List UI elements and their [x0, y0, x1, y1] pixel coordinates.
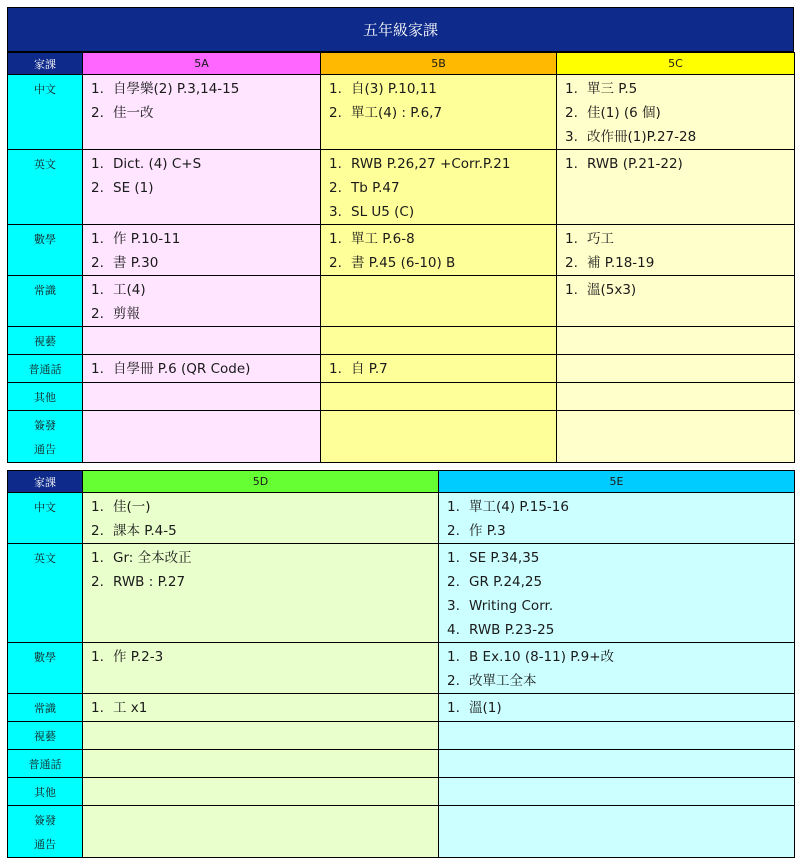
homework-cell-5a [83, 327, 321, 355]
header-label: 家課 [8, 471, 83, 493]
item-number: 1. [447, 550, 460, 566]
homework-item [565, 278, 794, 302]
item-number: 2. [565, 255, 578, 271]
homework-item [91, 546, 438, 570]
homework-cell-5e [439, 778, 795, 806]
item-number: 1. [329, 156, 342, 172]
homework-item [447, 594, 794, 618]
homework-item [447, 669, 794, 693]
item-number: 2. [91, 255, 104, 271]
item-text: 剪報 [113, 306, 140, 322]
homework-item [91, 77, 320, 101]
subject-putonghua [8, 355, 83, 383]
subject-label: 數學 [34, 651, 56, 664]
subject-label: 視藝 [34, 335, 56, 348]
homework-cell-5b [321, 355, 557, 383]
item-text: 溫(1) [469, 700, 502, 716]
item-text: 作 P.2-3 [113, 649, 164, 665]
item-text: 單工 P.6-8 [351, 231, 415, 247]
subject-label: 其他 [34, 786, 56, 799]
item-text: Gr: 全本改正 [113, 550, 192, 566]
homework-cell-5c [557, 355, 795, 383]
subject-putonghua [8, 750, 83, 778]
item-number: 2. [447, 574, 460, 590]
item-number: 2. [447, 523, 460, 539]
item-number: 1. [91, 282, 104, 298]
subject-general-studies [8, 276, 83, 327]
homework-item [91, 519, 438, 543]
subject-chinese [8, 75, 83, 150]
item-number: 2. [329, 255, 342, 271]
homework-list [439, 643, 794, 693]
item-text: 單三 P.5 [587, 81, 638, 97]
homework-item [91, 251, 320, 275]
homework-cell-5c [557, 225, 795, 276]
item-number: 1. [91, 700, 104, 716]
homework-cell-5b [321, 150, 557, 225]
homework-cell-5e [439, 643, 795, 694]
homework-cell-5a [83, 225, 321, 276]
item-text: 自 P.7 [351, 361, 388, 377]
homework-cell-5c [557, 276, 795, 327]
homework-item [447, 495, 794, 519]
item-number: 1. [565, 282, 578, 298]
item-number: 4. [447, 622, 460, 638]
item-number: 1. [565, 231, 578, 247]
subject-label: 常識 [34, 702, 56, 715]
subject-label: 其他 [34, 391, 56, 404]
homework-list [321, 75, 556, 125]
item-number: 3. [565, 129, 578, 145]
subject-label: 簽發通告 [34, 419, 56, 456]
homework-item [91, 101, 320, 125]
item-text: 佳(一) [113, 499, 151, 515]
subject-visual-arts [8, 327, 83, 355]
homework-cell-5c [557, 411, 795, 463]
item-number: 1. [91, 156, 104, 172]
item-text: 自(3) P.10,11 [351, 81, 437, 97]
homework-item [91, 302, 320, 326]
subject-label: 普通話 [28, 363, 62, 376]
item-text: 課本 P.4-5 [113, 523, 177, 539]
homework-cell-5e [439, 694, 795, 722]
subject-label: 普通話 [28, 758, 62, 771]
homework-item [565, 152, 794, 176]
subject-label: 常識 [34, 284, 56, 297]
class-header-5d: 5D [83, 471, 439, 493]
homework-item [329, 200, 556, 224]
homework-list [439, 544, 794, 642]
homework-cell-5d [83, 544, 439, 643]
homework-cell-5b [321, 276, 557, 327]
item-text: 巧工 [587, 231, 614, 247]
item-number: 1. [91, 81, 104, 97]
subject-english [8, 150, 83, 225]
item-text: Writing Corr. [469, 598, 554, 614]
subject-label: 英文 [34, 158, 56, 171]
homework-list [83, 225, 320, 275]
homework-list [83, 150, 320, 200]
item-text: 單工(4) P.15-16 [469, 499, 569, 515]
homework-item [329, 176, 556, 200]
homework-cell-5e [439, 493, 795, 544]
item-text: Tb P.47 [351, 180, 400, 196]
homework-item [447, 696, 794, 720]
homework-cell-5b [321, 383, 557, 411]
homework-item [565, 77, 794, 101]
homework-cell-5d [83, 493, 439, 544]
item-text: RWB (P.21-22) [587, 156, 683, 172]
homework-item [91, 357, 320, 381]
homework-cell-5b [321, 225, 557, 276]
homework-cell-5a [83, 150, 321, 225]
item-text: B Ex.10 (8-11) P.9+改 [469, 649, 615, 665]
subject-label: 中文 [34, 501, 56, 514]
homework-cell-5e [439, 750, 795, 778]
item-number: 1. [447, 700, 460, 716]
subject-general-studies [8, 694, 83, 722]
homework-item [447, 519, 794, 543]
item-number: 3. [329, 204, 342, 220]
item-number: 1. [565, 81, 578, 97]
item-text: 自學冊 P.6 (QR Code) [113, 361, 251, 377]
homework-cell-5a [83, 75, 321, 150]
item-number: 2. [91, 180, 104, 196]
homework-item [91, 696, 438, 720]
homework-list [321, 225, 556, 275]
homework-list [83, 355, 320, 381]
item-number: 1. [91, 550, 104, 566]
item-number: 3. [447, 598, 460, 614]
class-header-5e: 5E [439, 471, 795, 493]
item-text: 自學樂(2) P.3,14-15 [113, 81, 240, 97]
homework-list [557, 75, 794, 149]
homework-list [83, 276, 320, 326]
item-number: 1. [329, 81, 342, 97]
item-number: 1. [91, 649, 104, 665]
class-header-5c: 5C [557, 53, 795, 75]
homework-cell-5a [83, 276, 321, 327]
homework-list [439, 493, 794, 543]
homework-item [447, 645, 794, 669]
homework-item [329, 101, 556, 125]
page-title: 五年級家課 [7, 7, 794, 52]
item-text: 佳一改 [113, 105, 154, 121]
homework-cell-5d [83, 722, 439, 750]
subject-label: 簽發通告 [34, 814, 56, 851]
item-number: 1. [91, 361, 104, 377]
item-text: RWB P.23-25 [469, 622, 555, 638]
homework-list [557, 225, 794, 275]
homework-item [447, 546, 794, 570]
item-number: 1. [329, 361, 342, 377]
item-text: Dict. (4) C+S [113, 156, 202, 172]
header-label: 家課 [8, 53, 83, 75]
subject-chinese [8, 493, 83, 544]
homework-cell-5e [439, 722, 795, 750]
homework-cell-5e [439, 806, 795, 858]
item-text: 作 P.10-11 [113, 231, 181, 247]
homework-table-5d-5e [7, 470, 795, 858]
subject-others [8, 778, 83, 806]
class-header-5b: 5B [321, 53, 557, 75]
homework-list [439, 694, 794, 720]
item-number: 2. [565, 105, 578, 121]
item-text: 書 P.45 (6-10) B [351, 255, 456, 271]
homework-cell-5d [83, 750, 439, 778]
item-number: 2. [329, 105, 342, 121]
homework-table-5a-5c [7, 52, 795, 463]
homework-item [91, 570, 438, 594]
homework-cell-5b [321, 411, 557, 463]
homework-list [557, 276, 794, 302]
item-text: SE (1) [113, 180, 154, 196]
item-text: 單工(4) : P.6,7 [351, 105, 443, 121]
item-text: 工(4) [113, 282, 146, 298]
item-text: SE P.34,35 [469, 550, 540, 566]
homework-item [91, 176, 320, 200]
subject-label: 數學 [34, 233, 56, 246]
item-text: 工 x1 [113, 700, 148, 716]
homework-item [91, 152, 320, 176]
homework-item [329, 227, 556, 251]
homework-item [91, 645, 438, 669]
subject-others [8, 383, 83, 411]
homework-cell-5c [557, 327, 795, 355]
homework-list [83, 694, 438, 720]
homework-item [447, 618, 794, 642]
item-text: RWB P.26,27 +Corr.P.21 [351, 156, 511, 172]
subject-math [8, 225, 83, 276]
homework-cell-5c [557, 75, 795, 150]
subject-label: 視藝 [34, 730, 56, 743]
item-number: 2. [91, 574, 104, 590]
homework-list [557, 150, 794, 176]
homework-list [83, 75, 320, 125]
item-text: RWB : P.27 [113, 574, 186, 590]
homework-list [83, 643, 438, 669]
homework-cell-5a [83, 383, 321, 411]
homework-cell-5d [83, 643, 439, 694]
homework-cell-5d [83, 694, 439, 722]
homework-item [565, 227, 794, 251]
homework-cell-5a [83, 411, 321, 463]
item-number: 1. [91, 499, 104, 515]
item-number: 1. [447, 649, 460, 665]
homework-list [321, 355, 556, 381]
subject-label: 中文 [34, 83, 56, 96]
item-number: 2. [329, 180, 342, 196]
item-text: 改單工全本 [469, 673, 537, 689]
homework-item [565, 251, 794, 275]
homework-cell-5a [83, 355, 321, 383]
homework-cell-5e [439, 544, 795, 643]
homework-item [91, 278, 320, 302]
subject-circulars [8, 411, 83, 463]
subject-english [8, 544, 83, 643]
item-text: GR P.24,25 [469, 574, 543, 590]
item-number: 1. [91, 231, 104, 247]
homework-cell-5b [321, 327, 557, 355]
homework-item [565, 101, 794, 125]
subject-label: 英文 [34, 552, 56, 565]
class-header-5a: 5A [83, 53, 321, 75]
subject-circulars [8, 806, 83, 858]
homework-cell-5d [83, 806, 439, 858]
item-number: 2. [447, 673, 460, 689]
homework-cell-5d [83, 778, 439, 806]
item-text: SL U5 (C) [351, 204, 415, 220]
homework-cell-5c [557, 383, 795, 411]
item-text: 溫(5x3) [587, 282, 637, 298]
homework-item [447, 570, 794, 594]
item-text: 作 P.3 [469, 523, 506, 539]
item-number: 2. [91, 306, 104, 322]
homework-item [329, 77, 556, 101]
item-number: 1. [565, 156, 578, 172]
homework-item [91, 495, 438, 519]
homework-cell-5b [321, 75, 557, 150]
homework-list [83, 493, 438, 543]
homework-list [83, 544, 438, 594]
item-number: 2. [91, 523, 104, 539]
item-text: 佳(1) (6 個) [587, 105, 661, 121]
homework-item [329, 251, 556, 275]
item-number: 1. [329, 231, 342, 247]
homework-item [329, 357, 556, 381]
homework-cell-5c [557, 150, 795, 225]
homework-item [329, 152, 556, 176]
homework-list [321, 150, 556, 224]
subject-visual-arts [8, 722, 83, 750]
subject-math [8, 643, 83, 694]
item-text: 書 P.30 [113, 255, 159, 271]
item-text: 補 P.18-19 [587, 255, 655, 271]
homework-item [565, 125, 794, 149]
homework-item [91, 227, 320, 251]
item-text: 改作冊(1)P.27-28 [587, 129, 697, 145]
item-number: 2. [91, 105, 104, 121]
item-number: 1. [447, 499, 460, 515]
